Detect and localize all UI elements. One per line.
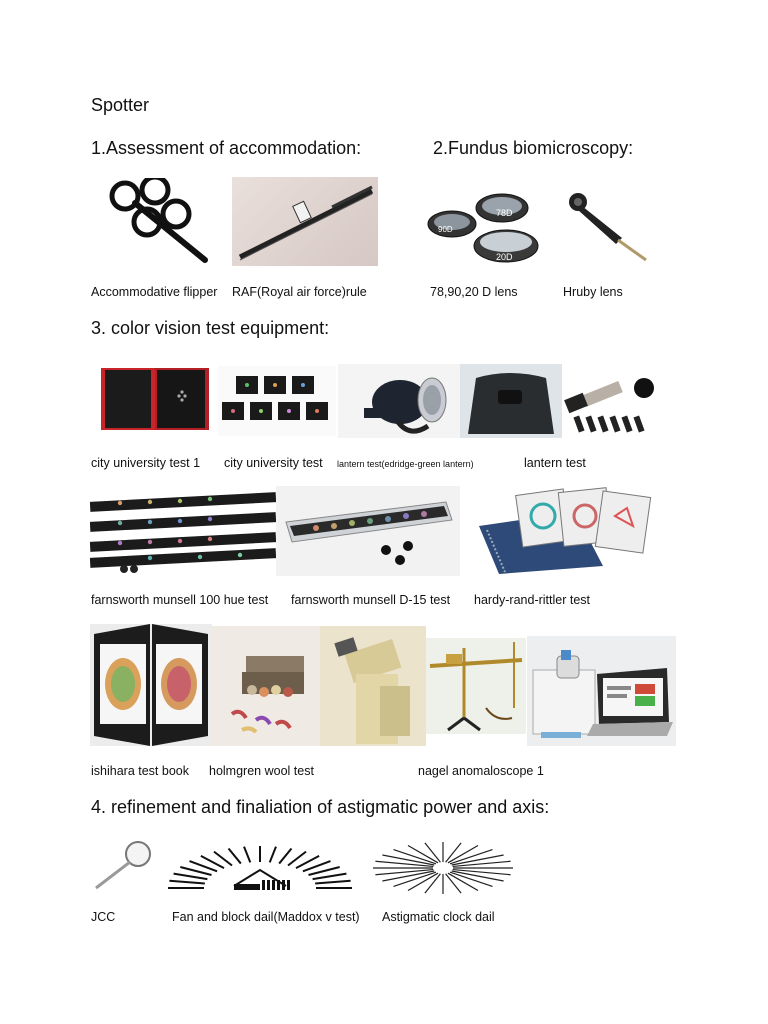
caption-city-university: city university test bbox=[224, 456, 323, 470]
jcc-image bbox=[92, 840, 156, 892]
caption-edridge-green-lantern: lantern test(edridge-green lantern) bbox=[337, 459, 474, 469]
section-heading-fundus: 2.Fundus biomicroscopy: bbox=[433, 138, 634, 158]
caption-raf: RAF(Royal air force)rule bbox=[232, 285, 367, 299]
astigmatic-clock-dial-image bbox=[366, 840, 520, 896]
caption-holmgren: holmgren wool test bbox=[209, 764, 314, 778]
page-title: Spotter bbox=[91, 95, 150, 115]
caption-city-university-1: city university test 1 bbox=[91, 456, 201, 470]
caption-ishihara: ishihara test book bbox=[91, 764, 189, 778]
holmgren-wool-image bbox=[212, 626, 320, 746]
farnsworth-munsell-100-hue-image bbox=[90, 491, 276, 575]
nagel-anomaloscope-image bbox=[320, 626, 426, 746]
lens-label-78: 78D bbox=[496, 208, 513, 218]
caption-nagel: nagel anomaloscope 1 bbox=[418, 764, 544, 778]
section-heading-astigmatism: 4. refinement and finaliation of astigmatic power and axis: bbox=[91, 797, 550, 817]
computerized-anomaloscope-image bbox=[527, 636, 676, 746]
section-heading-color-vision: 3. color vision test equipment: bbox=[91, 318, 330, 338]
caption-hruby: Hruby lens bbox=[563, 285, 623, 299]
color-vision-tool-image bbox=[562, 366, 658, 436]
accommodative-flipper-image bbox=[105, 178, 215, 268]
raf-rule-image bbox=[232, 177, 378, 266]
fundus-lens-image bbox=[426, 184, 542, 268]
caption-flipper: Accommodative flipper bbox=[91, 285, 218, 299]
hruby-lens-image bbox=[560, 188, 660, 266]
hardy-rand-rittler-image bbox=[475, 486, 657, 574]
lens-label-90: 90D bbox=[438, 225, 453, 234]
lens-label-20: 20D bbox=[496, 252, 513, 262]
edridge-green-lantern-image bbox=[338, 364, 460, 438]
city-university-test-1-image bbox=[93, 366, 211, 436]
city-university-test-image bbox=[218, 366, 336, 436]
caption-fm-d15: farnsworth munsell D-15 test bbox=[291, 593, 451, 607]
caption-jcc: JCC bbox=[91, 910, 116, 924]
caption-lantern-test: lantern test bbox=[524, 456, 586, 470]
caption-clock-dial: Astigmatic clock dail bbox=[382, 910, 495, 924]
farnsworth-munsell-d15-image bbox=[276, 486, 460, 576]
caption-lens: 78,90,20 D lens bbox=[430, 285, 518, 299]
anomaloscope-apparatus-image bbox=[426, 638, 526, 734]
caption-fm-100-hue: farnsworth munsell 100 hue test bbox=[91, 593, 269, 607]
section-heading-accommodation: 1.Assessment of accommodation: bbox=[91, 138, 362, 158]
fan-and-block-dial-image bbox=[162, 842, 358, 894]
caption-fan-block: Fan and block dail(Maddox v test) bbox=[172, 910, 360, 924]
caption-hrr: hardy-rand-rittler test bbox=[474, 593, 591, 607]
ishihara-book-image bbox=[90, 624, 212, 746]
lantern-test-image bbox=[460, 364, 562, 438]
